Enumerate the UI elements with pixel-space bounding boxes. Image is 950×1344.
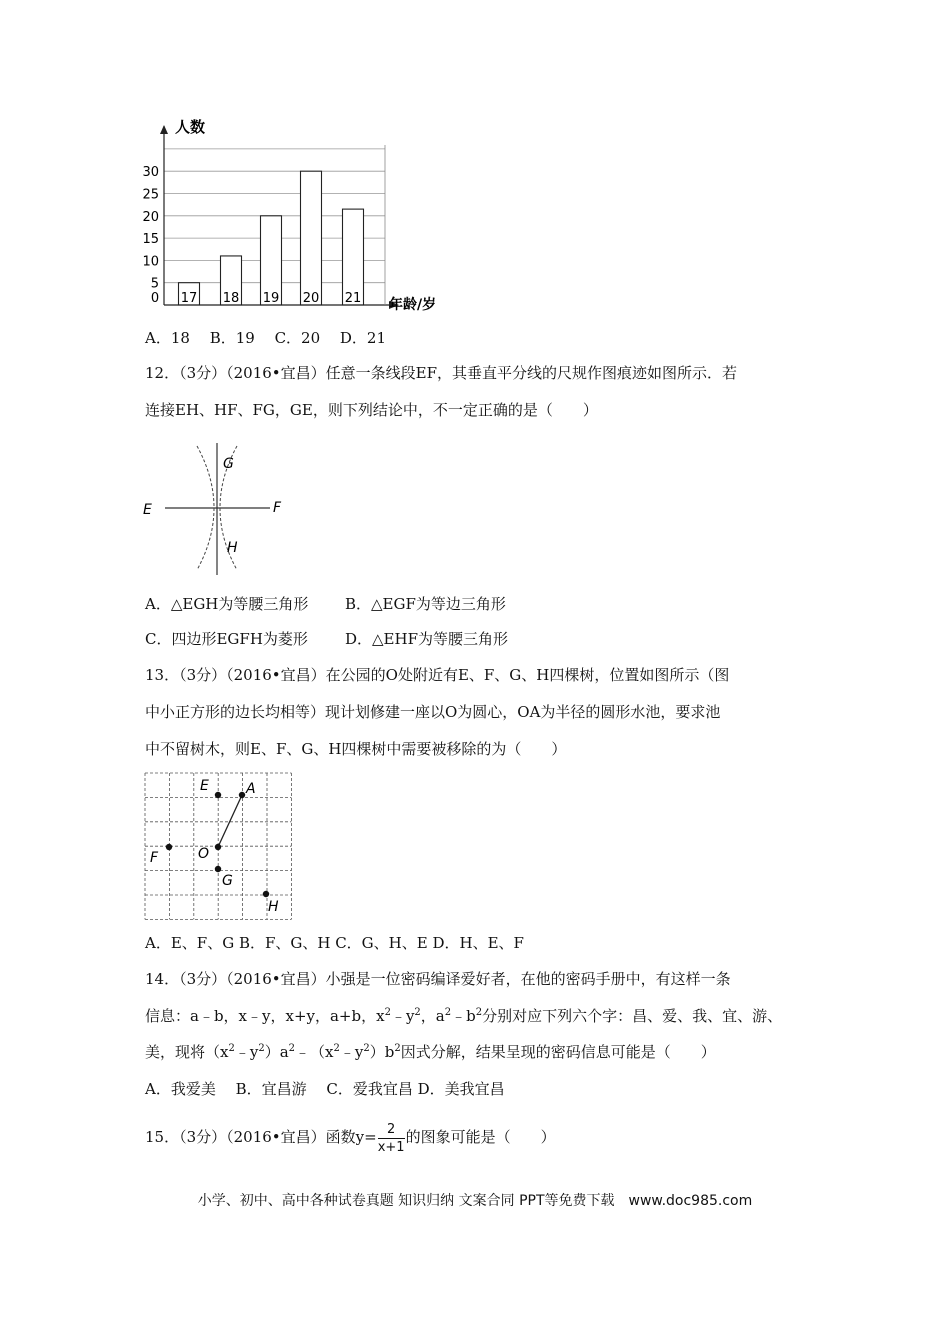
point-label-h: H bbox=[268, 899, 279, 915]
q14-options: A．我爱美 B．宜昌游 C．爱我宜昌 D．美我宜昌 bbox=[145, 1080, 505, 1098]
page-footer: 小学、初中、高中各种试卷真题 知识归纳 文案合同 PPT等免费下载 www.doc985.com bbox=[197, 1193, 753, 1209]
point-o bbox=[215, 844, 221, 850]
chart-y-axis-label: 人数 bbox=[175, 118, 206, 136]
point-label-e: E bbox=[143, 502, 152, 518]
chart-origin-label: 0 bbox=[150, 291, 160, 306]
q12-option-c: C．四边形EGFH为菱形 bbox=[145, 630, 308, 648]
point-g bbox=[215, 866, 221, 872]
chart-x-tick-label: 21 bbox=[344, 291, 362, 306]
point-f bbox=[166, 844, 172, 850]
chart-y-tick-label: 10 bbox=[142, 254, 159, 270]
chart-y-tick-label: 25 bbox=[142, 187, 159, 203]
point-e bbox=[215, 792, 221, 798]
chart-x-axis-label: 年龄/岁 bbox=[389, 297, 437, 312]
chart-y-tick-label: 5 bbox=[150, 276, 159, 292]
q15-stem: 15．（3分）（2016•宜昌）函数y= $\frac{2}{x+1}$ 的图象可能是（ ） bbox=[145, 1121, 556, 1155]
point-label-o: O bbox=[198, 846, 210, 862]
chart-y-tick-labels bbox=[142, 165, 159, 292]
point-label-h: H bbox=[227, 540, 238, 556]
point-label-g: G bbox=[222, 873, 233, 889]
chart-x-tick-label: 20 bbox=[302, 291, 320, 306]
q13-stem-line-3: 中不留树木，则E、F、G、H四棵树中需要被移除的为（ ） bbox=[145, 740, 567, 758]
q12-option-b: B．△EGF为等边三角形 bbox=[345, 595, 506, 613]
perpendicular-bisector-figure bbox=[135, 438, 295, 578]
q12-option-a: A．△EGH为等腰三角形 bbox=[145, 595, 309, 613]
point-a bbox=[239, 792, 245, 798]
q14-stem-line-1: 14．（3分）（2016•宜昌）小强是一位密码编译爱好者，在他的密码手册中，有这样一条 bbox=[145, 970, 731, 988]
q12-stem-line-1: 12．（3分）（2016•宜昌）任意一条线段EF，其垂直平分线的尺规作图痕迹如图所示．若 bbox=[145, 364, 738, 382]
point-label-e: E bbox=[200, 778, 209, 794]
q13-stem-line-1: 13．（3分）（2016•宜昌）在公园的O处附近有E、F、G、H四棵树，位置如图所示（图 bbox=[145, 666, 730, 684]
q14-stem-line-2: 信息：a﹣b，x﹣y，x+y，a+b，$x^2﹣y^2$，$a^2﹣b^2$分别对应下列六个字：昌、爱、我、宜、游、 bbox=[145, 1007, 783, 1025]
q11-options: A．18 B．19 C．20 D．21 bbox=[145, 329, 387, 347]
q15-fraction: $\frac{2}{x+1}$ bbox=[377, 1121, 405, 1155]
point-h bbox=[263, 891, 269, 897]
tree-grid-figure bbox=[140, 768, 300, 923]
chart-x-tick-label: 19 bbox=[262, 291, 280, 306]
point-label-f: F bbox=[150, 850, 159, 866]
q12-option-d: D．△EHF为等腰三角形 bbox=[345, 630, 509, 648]
point-label-a: A bbox=[246, 781, 256, 797]
chart-x-tick-labels bbox=[181, 291, 362, 306]
chart-x-tick-label: 18 bbox=[222, 291, 240, 306]
point-label-f: F bbox=[273, 500, 282, 516]
chart-x-tick-label: 17 bbox=[180, 291, 198, 306]
q13-options: A．E、F、G B．F、G、H C．G、H、E D．H、E、F bbox=[145, 934, 524, 952]
chart-y-tick-label: 30 bbox=[142, 165, 159, 181]
chart-bar-20 bbox=[301, 171, 322, 305]
q14-stem-line-3: 美，现将$(x^2﹣y^2)a^2﹣(x^2﹣y^2)b^2$因式分解，结果呈现的密码信息可能是（ ） bbox=[145, 1043, 716, 1061]
chart-y-tick-label: 20 bbox=[142, 209, 159, 225]
q13-stem-line-2: 中小正方形的边长均相等）现计划修建一座以O为圆心，OA为半径的圆形水池，要求池 bbox=[145, 703, 721, 721]
point-label-g: G bbox=[223, 456, 234, 472]
chart-y-tick-label: 15 bbox=[142, 232, 159, 248]
q12-stem-line-2: 连接EH、HF、FG，GE，则下列结论中，不一定正确的是（ ） bbox=[145, 401, 598, 419]
age-bar-chart bbox=[135, 112, 465, 312]
